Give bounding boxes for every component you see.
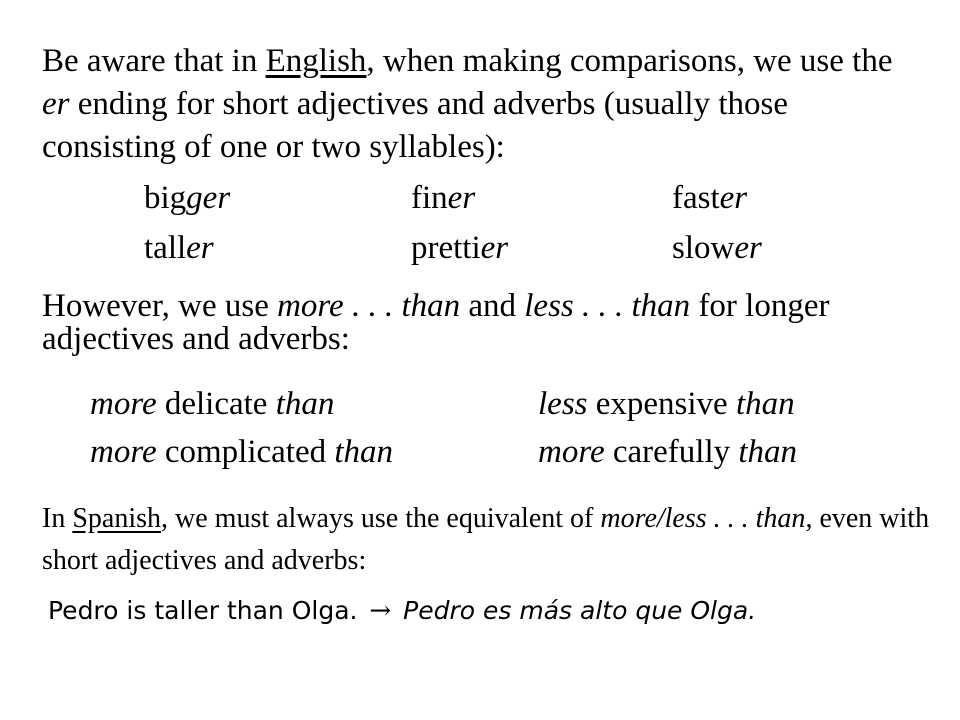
intro-paragraph xyxy=(42,40,922,169)
right-arrow-icon: → xyxy=(369,596,392,626)
er-example: slower xyxy=(672,230,762,266)
less-than-phrase: less . . . than xyxy=(524,288,691,324)
comparison-example: less expensive than xyxy=(538,386,795,422)
spanish-paragraph xyxy=(42,498,942,582)
more-less-text-3: for longer adjectives and adverbs: xyxy=(42,288,830,357)
more-less-text-2: and xyxy=(460,288,525,324)
comparison-example: more complicated than xyxy=(90,434,394,470)
spanish-word: Spanish xyxy=(72,503,162,534)
intro-text-3: ending for short adjectives and adverbs (usually those consisting of one or two syllables): xyxy=(42,86,788,165)
er-example: taller xyxy=(144,230,214,266)
er-example: prettier xyxy=(411,230,509,266)
comparison-example: more carefully than xyxy=(538,434,798,470)
english-sentence: Pedro is taller than Olga. xyxy=(48,596,358,625)
more-than-phrase: more . . . than xyxy=(277,288,461,324)
spanish-text-1: In xyxy=(42,503,73,534)
er-example: faster xyxy=(672,180,748,216)
english-word: English xyxy=(265,43,367,79)
more-less-paragraph xyxy=(42,290,922,356)
spanish-text-3: , even with short adjectives and adverbs: xyxy=(42,503,930,576)
translation-example xyxy=(48,594,756,628)
comparison-example: more delicate than xyxy=(90,386,335,422)
more-less-text-1: However, we use xyxy=(42,288,278,324)
er-example: bigger xyxy=(144,180,231,216)
more-less-phrase: more/less . . . than xyxy=(600,503,806,534)
er-ending: er xyxy=(42,86,70,122)
intro-text-1: Be aware that in xyxy=(42,43,266,79)
spanish-sentence: Pedro es más alto que Olga. xyxy=(403,596,757,625)
er-example: finer xyxy=(411,180,476,216)
spanish-text-2: , we must always use the equivalent of xyxy=(161,503,601,534)
intro-text-2: , when making comparisons, we use the xyxy=(366,43,893,79)
